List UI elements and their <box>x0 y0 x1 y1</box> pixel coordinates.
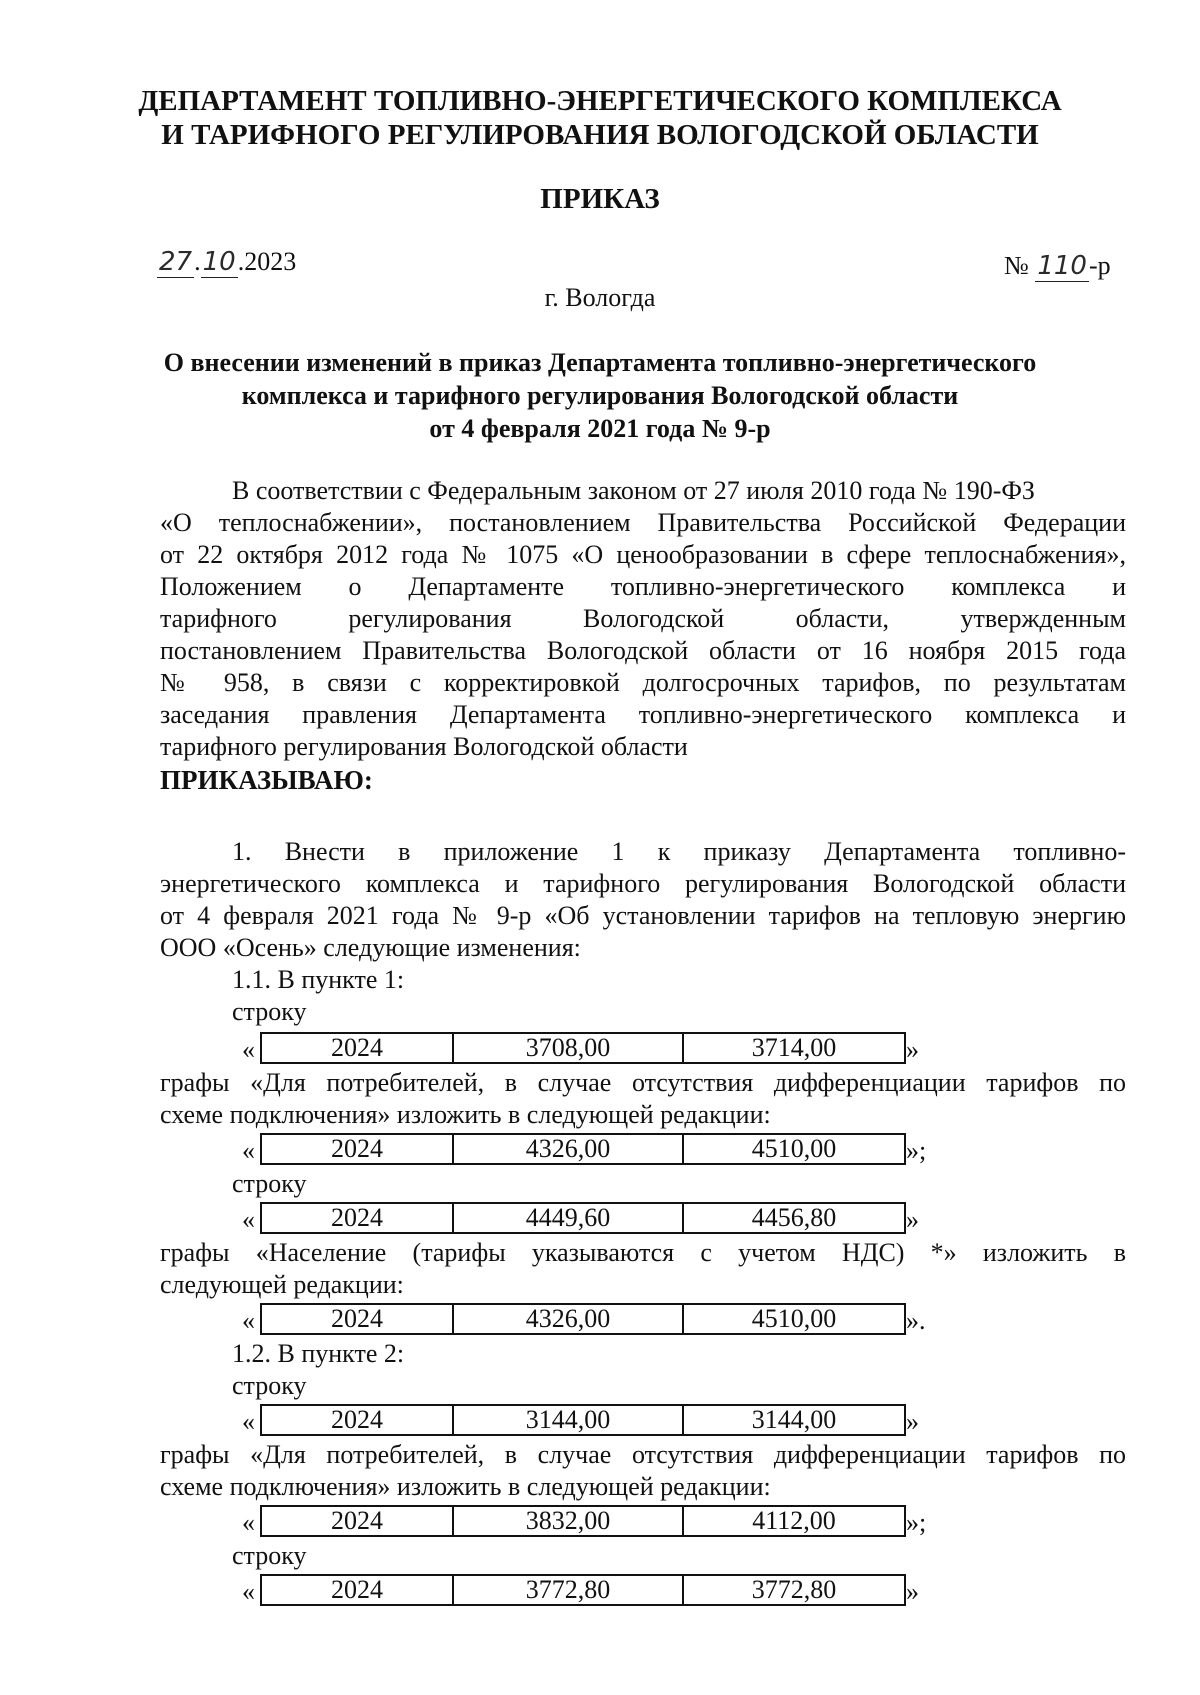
graf-text-line: схеме подключения» изложить в следующей редакции: <box>160 1472 771 1501</box>
quote-close: »; <box>906 1136 927 1165</box>
number-sign: № <box>1004 251 1029 280</box>
quote-close: » <box>906 1577 919 1606</box>
quote-open: « <box>242 1035 255 1064</box>
tariff-value-1: 3144,00 <box>453 1405 683 1435</box>
order-title-line1: О внесении изменений в приказ Департамента топливно-энергетического <box>163 348 1037 377</box>
order-title-line2: комплекса и тарифного регулирования Вологодской области <box>241 381 959 410</box>
order-title-line3: от 4 февраля 2021 года № 9-р <box>429 414 771 443</box>
tariff-value-2: 3144,00 <box>683 1405 905 1435</box>
quote-open: « <box>242 1407 255 1436</box>
preamble-line: постановлением Правительства Вологодской области от 16 ноября 2015 года <box>160 636 1126 665</box>
tariff-year: 2024 <box>261 1033 453 1063</box>
item1-line: ООО «Осень» следующие изменения: <box>160 933 581 962</box>
tariff-value-1: 4326,00 <box>453 1304 683 1334</box>
preamble-line: заседания правления Департамента топливно-энергетического комплекса и <box>160 700 1126 729</box>
number-suffix: -р <box>1088 251 1111 280</box>
tariff-row-table <box>260 1133 906 1165</box>
subitem-1-1-heading: 1.1. В пункте 1: <box>232 965 405 994</box>
tariff-value-2: 3714,00 <box>683 1033 905 1063</box>
preamble-line: тарифного регулирования Вологодской области, утвержденным <box>160 604 1126 633</box>
subitem-1-2-heading: 1.2. В пункте 2: <box>232 1339 405 1368</box>
tariff-value-1: 3708,00 <box>453 1033 683 1063</box>
department-name-line1: ДЕПАРТАМЕНТ ТОПЛИВНО-ЭНЕРГЕТИЧЕСКОГО КОМПЛЕКСА <box>138 85 1062 117</box>
tariff-value-1: 4326,00 <box>453 1134 683 1164</box>
preamble-line: № 958, в связи с корректировкой долгосрочных тарифов, по результатам <box>160 668 1126 697</box>
date-month-handwritten: 10 <box>202 247 236 277</box>
quote-open: « <box>242 1306 255 1335</box>
date-year: .2023 <box>237 247 297 276</box>
label-stroku: строку <box>232 1371 307 1400</box>
quote-open: « <box>242 1205 255 1234</box>
tariff-year: 2024 <box>261 1405 453 1435</box>
order-number <box>1004 250 1111 282</box>
graf-text-line: следующей редакции: <box>160 1270 404 1299</box>
tariff-year: 2024 <box>261 1506 453 1536</box>
label-stroku: строку <box>232 997 307 1026</box>
quote-open: « <box>242 1577 255 1606</box>
quote-close: ». <box>906 1306 926 1335</box>
tariff-year: 2024 <box>261 1304 453 1334</box>
tariff-row-table <box>260 1505 906 1537</box>
label-stroku: строку <box>232 1541 307 1570</box>
tariff-row-table <box>260 1202 906 1234</box>
tariff-value-2: 4510,00 <box>683 1304 905 1334</box>
quote-close: »; <box>906 1508 927 1537</box>
item1-line: энергетического комплекса и тарифного регулирования Вологодской области <box>160 869 1126 898</box>
tariff-value-2: 3772,80 <box>683 1575 905 1605</box>
preamble-line: от 22 октября 2012 года № 1075 «О ценообразовании в сфере теплоснабжения», <box>160 540 1126 569</box>
order-date: 27.10.2023 <box>159 247 297 277</box>
tariff-value-2: 4112,00 <box>683 1506 905 1536</box>
preamble-line: тарифного регулирования Вологодской области <box>160 732 688 761</box>
label-stroku: строку <box>232 1169 307 1198</box>
tariff-value-1: 3772,80 <box>453 1575 683 1605</box>
tariff-row-table <box>260 1574 906 1606</box>
tariff-row-table <box>260 1404 906 1436</box>
graf-text-line: схеме подключения» изложить в следующей редакции: <box>160 1100 771 1129</box>
document-type: ПРИКАЗ <box>540 183 660 215</box>
graf-text-line: графы «Для потребителей, в случае отсутствия дифференциации тарифов по <box>160 1440 1126 1469</box>
preamble-line: «О теплоснабжении», постановлением Правительства Российской Федерации <box>160 508 1126 537</box>
quote-open: « <box>242 1508 255 1537</box>
tariff-year: 2024 <box>261 1134 453 1164</box>
graf-text-line: графы «Население (тарифы указываются с учетом НДС) *» изложить в <box>160 1238 1126 1267</box>
preamble-line: В соответствии с Федеральным законом от 27 июля 2010 года № 190-ФЗ <box>232 476 1035 505</box>
date-day-handwritten: 27 <box>159 247 193 277</box>
quote-close: » <box>906 1205 919 1234</box>
number-handwritten: 110 <box>1037 251 1087 281</box>
tariff-value-1: 4449,60 <box>453 1203 683 1233</box>
quote-close: » <box>906 1407 919 1436</box>
tariff-value-1: 3832,00 <box>453 1506 683 1536</box>
city: г. Вологда <box>544 283 656 312</box>
tariff-year: 2024 <box>261 1575 453 1605</box>
tariff-row-table <box>260 1032 906 1064</box>
preamble-line: Положением о Департаменте топливно-энергетического комплекса и <box>160 572 1126 601</box>
item1-line: 1. Внести в приложение 1 к приказу Департамента топливно- <box>232 837 1126 866</box>
tariff-value-2: 4510,00 <box>683 1134 905 1164</box>
quote-open: « <box>242 1136 255 1165</box>
tariff-value-2: 4456,80 <box>683 1203 905 1233</box>
order-word: ПРИКАЗЫВАЮ: <box>160 765 373 795</box>
tariff-row-table <box>260 1303 906 1335</box>
department-name-line2: И ТАРИФНОГО РЕГУЛИРОВАНИЯ ВОЛОГОДСКОЙ ОБЛАСТИ <box>161 119 1039 151</box>
item1-line: от 4 февраля 2021 года № 9-р «Об установлении тарифов на тепловую энергию <box>160 901 1126 930</box>
graf-text-line: графы «Для потребителей, в случае отсутствия дифференциации тарифов по <box>160 1068 1126 1097</box>
tariff-year: 2024 <box>261 1203 453 1233</box>
quote-close: » <box>906 1035 919 1064</box>
